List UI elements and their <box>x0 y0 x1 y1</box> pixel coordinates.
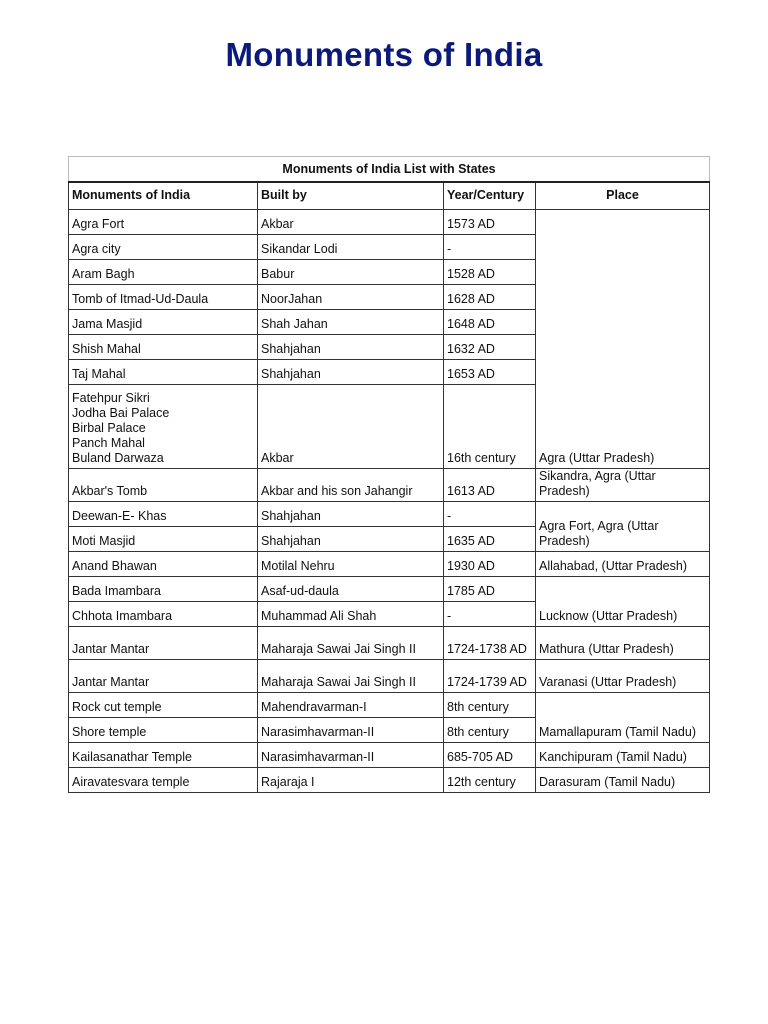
year-cell: 1613 AD <box>444 469 536 502</box>
table-row <box>69 577 710 602</box>
monument-cell: Taj Mahal <box>69 360 258 385</box>
monument-line: Panch Mahal <box>72 436 145 450</box>
monument-cell: Aram Bagh <box>69 260 258 285</box>
monument-cell <box>69 385 258 469</box>
place-cell: Kanchipuram (Tamil Nadu) <box>536 743 710 768</box>
monument-cell: Jantar Mantar <box>69 627 258 660</box>
built-by-cell: Maharaja Sawai Jai Singh II <box>258 660 444 693</box>
year-cell: 1724-1739 AD <box>444 660 536 693</box>
table-row <box>69 743 710 768</box>
monument-cell: Tomb of Itmad-Ud-Daula <box>69 285 258 310</box>
built-by-cell: Motilal Nehru <box>258 552 444 577</box>
built-by-cell: Asaf-ud-daula <box>258 577 444 602</box>
year-cell: 1628 AD <box>444 285 536 310</box>
monument-cell: Akbar's Tomb <box>69 469 258 502</box>
table-header-row <box>69 182 710 210</box>
monument-cell: Rock cut temple <box>69 693 258 718</box>
monument-line: Fatehpur Sikri <box>72 391 150 405</box>
monument-cell: Shish Mahal <box>69 335 258 360</box>
monument-line: Birbal Palace <box>72 421 146 435</box>
built-by-cell: Narasimhavarman-II <box>258 743 444 768</box>
year-cell: 16th century <box>444 385 536 469</box>
built-by-cell: Shahjahan <box>258 335 444 360</box>
built-by-cell: Rajaraja I <box>258 768 444 793</box>
place-cell: Mathura (Uttar Pradesh) <box>536 627 710 660</box>
monument-cell: Jantar Mantar <box>69 660 258 693</box>
table-row <box>69 469 710 502</box>
monument-cell: Shore temple <box>69 718 258 743</box>
built-by-cell: Maharaja Sawai Jai Singh II <box>258 627 444 660</box>
table-row <box>69 502 710 527</box>
built-by-cell: Akbar <box>258 385 444 469</box>
built-by-cell: Sikandar Lodi <box>258 235 444 260</box>
monument-cell: Agra city <box>69 235 258 260</box>
place-cell: Darasuram (Tamil Nadu) <box>536 768 710 793</box>
year-cell: 1785 AD <box>444 577 536 602</box>
year-cell: 685-705 AD <box>444 743 536 768</box>
year-cell: - <box>444 235 536 260</box>
monument-cell: Agra Fort <box>69 210 258 235</box>
monument-line: Jodha Bai Palace <box>72 406 170 420</box>
year-cell: - <box>444 602 536 627</box>
monument-cell: Kailasanathar Temple <box>69 743 258 768</box>
monument-cell: Moti Masjid <box>69 527 258 552</box>
column-header-monument: Monuments of India <box>69 182 258 210</box>
column-header-year: Year/Century <box>444 182 536 210</box>
year-cell: 1632 AD <box>444 335 536 360</box>
built-by-cell: Akbar and his son Jahangir <box>258 469 444 502</box>
monument-cell: Jama Masjid <box>69 310 258 335</box>
monument-cell: Anand Bhawan <box>69 552 258 577</box>
built-by-cell: Babur <box>258 260 444 285</box>
built-by-cell: NoorJahan <box>258 285 444 310</box>
built-by-cell: Muhammad Ali Shah <box>258 602 444 627</box>
built-by-cell: Mahendravarman-I <box>258 693 444 718</box>
place-cell: Varanasi (Uttar Pradesh) <box>536 660 710 693</box>
year-cell: 1724-1738 AD <box>444 627 536 660</box>
place-cell: Agra Fort, Agra (Uttar Pradesh) <box>536 502 710 552</box>
table-row <box>69 627 710 660</box>
monument-line: Buland Darwaza <box>72 451 164 465</box>
built-by-cell: Shahjahan <box>258 502 444 527</box>
built-by-cell: Shahjahan <box>258 360 444 385</box>
place-cell: Lucknow (Uttar Pradesh) <box>536 577 710 627</box>
monument-cell: Airavatesvara temple <box>69 768 258 793</box>
year-cell: - <box>444 502 536 527</box>
monument-cell: Bada Imambara <box>69 577 258 602</box>
column-header-place: Place <box>536 182 710 210</box>
monument-cell: Deewan-E- Khas <box>69 502 258 527</box>
table-row <box>69 552 710 577</box>
table-row <box>69 693 710 718</box>
table-caption: Monuments of India List with States <box>69 157 710 183</box>
place-cell: Agra (Uttar Pradesh) <box>536 210 710 469</box>
year-cell: 8th century <box>444 693 536 718</box>
table-row <box>69 768 710 793</box>
year-cell: 1930 AD <box>444 552 536 577</box>
year-cell: 1635 AD <box>444 527 536 552</box>
built-by-cell: Shah Jahan <box>258 310 444 335</box>
year-cell: 8th century <box>444 718 536 743</box>
built-by-cell: Narasimhavarman-II <box>258 718 444 743</box>
built-by-cell: Akbar <box>258 210 444 235</box>
year-cell: 1648 AD <box>444 310 536 335</box>
built-by-cell: Shahjahan <box>258 527 444 552</box>
monuments-table <box>68 156 710 793</box>
place-cell: Allahabad, (Uttar Pradesh) <box>536 552 710 577</box>
table-row <box>69 210 710 235</box>
table-row <box>69 660 710 693</box>
monument-cell: Chhota Imambara <box>69 602 258 627</box>
year-cell: 1528 AD <box>444 260 536 285</box>
column-header-built-by: Built by <box>258 182 444 210</box>
year-cell: 12th century <box>444 768 536 793</box>
place-cell: Sikandra, Agra (Uttar Pradesh) <box>536 469 710 502</box>
page-title: Monuments of India <box>225 36 543 73</box>
year-cell: 1653 AD <box>444 360 536 385</box>
year-cell: 1573 AD <box>444 210 536 235</box>
place-cell: Mamallapuram (Tamil Nadu) <box>536 693 710 743</box>
